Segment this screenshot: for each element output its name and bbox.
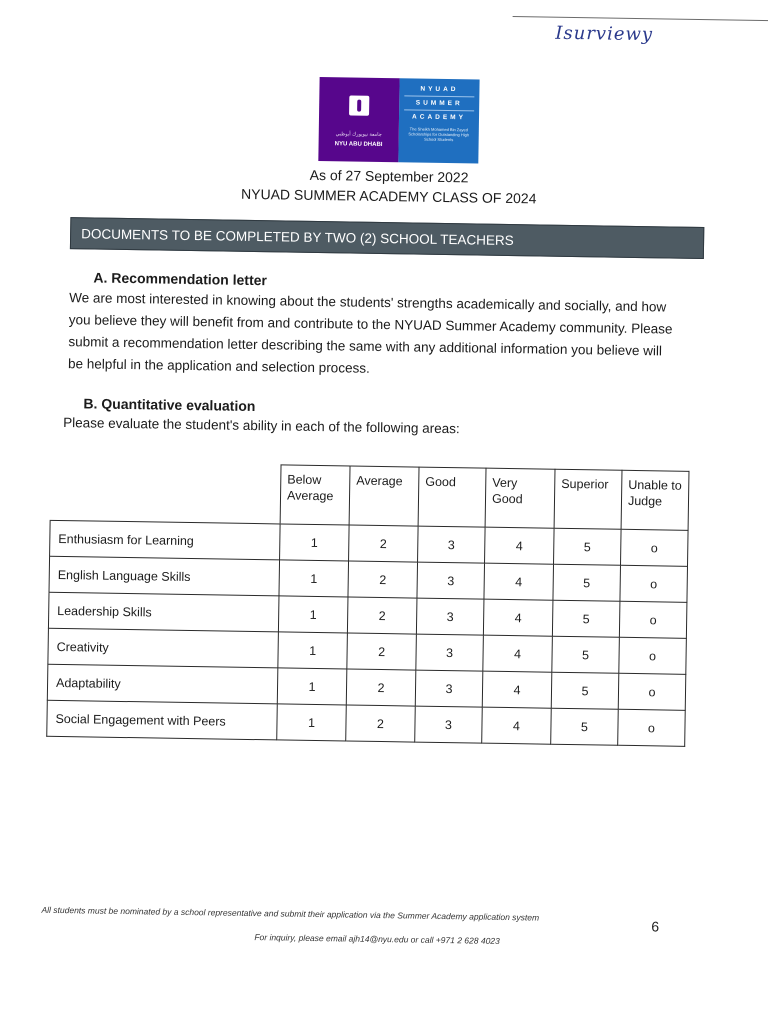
rating-option[interactable]: 3 bbox=[415, 670, 483, 707]
criterion-label: English Language Skills bbox=[49, 556, 280, 596]
logo-word-academy: ACADEMY bbox=[412, 113, 467, 122]
logo-word-summer: SUMMER bbox=[415, 99, 463, 108]
rating-option[interactable]: 1 bbox=[277, 668, 347, 705]
logo-university-name: NYU ABU DHABI bbox=[334, 141, 383, 148]
rating-option[interactable]: 4 bbox=[483, 635, 553, 672]
evaluation-table bbox=[46, 461, 689, 747]
rating-option[interactable]: 4 bbox=[485, 527, 555, 564]
logo-nyu-panel bbox=[318, 77, 399, 162]
rating-option[interactable]: 2 bbox=[348, 561, 418, 598]
handwritten-note: Isurviewy bbox=[555, 22, 654, 46]
rating-option[interactable]: 3 bbox=[416, 634, 484, 671]
rating-option[interactable]: o bbox=[618, 709, 686, 746]
rating-option[interactable]: o bbox=[620, 565, 688, 602]
rating-option[interactable]: 3 bbox=[418, 526, 486, 563]
rating-option[interactable]: 1 bbox=[279, 560, 349, 597]
rating-option[interactable]: 5 bbox=[551, 708, 619, 745]
rating-option[interactable]: 4 bbox=[483, 599, 553, 636]
column-header: Very Good bbox=[485, 468, 555, 528]
rating-option[interactable]: 5 bbox=[554, 528, 622, 565]
criterion-label: Creativity bbox=[48, 628, 279, 668]
top-rule bbox=[513, 16, 768, 21]
rating-option[interactable]: 1 bbox=[278, 596, 348, 633]
column-header: Good bbox=[418, 467, 486, 527]
logo-subtitle: The Sheikh Mohamed Bin Zayed Scholarships for Outstanding High School Students bbox=[408, 126, 470, 143]
class-of-title: NYUAD SUMMER ACADEMY CLASS OF 2024 bbox=[240, 185, 537, 207]
criterion-label: Leadership Skills bbox=[48, 592, 279, 632]
rating-option[interactable]: 2 bbox=[347, 633, 417, 670]
logo-divider bbox=[404, 95, 474, 97]
rating-option[interactable]: o bbox=[621, 529, 689, 566]
rating-option[interactable]: 4 bbox=[482, 707, 552, 744]
evaluation-table-body bbox=[47, 520, 688, 746]
quantitative-evaluation-heading: B. Quantitative evaluation bbox=[83, 395, 256, 415]
torch-icon bbox=[349, 95, 369, 115]
rating-option[interactable]: o bbox=[619, 601, 687, 638]
rating-option[interactable]: 2 bbox=[347, 597, 417, 634]
column-header: Unable to Judge bbox=[621, 470, 689, 530]
criterion-label: Enthusiasm for Learning bbox=[50, 520, 281, 560]
rating-option[interactable]: 1 bbox=[278, 632, 348, 669]
rating-option[interactable]: 5 bbox=[551, 672, 619, 709]
rating-option[interactable]: 1 bbox=[280, 524, 350, 561]
footer-contact: For inquiry, please email ajh14@nyu.edu or call +971 2 628 4023 bbox=[254, 932, 500, 946]
logo-word-nyuad: NYUAD bbox=[420, 85, 459, 94]
rating-option[interactable]: 5 bbox=[552, 636, 620, 673]
rating-option[interactable]: 4 bbox=[482, 671, 552, 708]
as-of-date: As of 27 September 2022 bbox=[309, 166, 469, 186]
criterion-label: Adaptability bbox=[47, 664, 278, 704]
column-header: Below Average bbox=[280, 465, 350, 525]
recommendation-letter-text: We are most interested in knowing about the students' strengths academically and socially, and how you believe they will benefit from and contribute to the NYUAD Summer Academy community. Please submit a recommendation letter describing the same with any additional information you believe will be helpful in the application and selection process. bbox=[67, 290, 673, 376]
recommendation-letter-heading: A. Recommendation letter bbox=[93, 269, 268, 289]
criterion-label: Social Engagement with Peers bbox=[47, 700, 278, 740]
logo-arabic-name: جامعة نيويورك أبوظبي bbox=[335, 131, 382, 138]
rating-option[interactable]: 2 bbox=[349, 525, 419, 562]
section-banner: DOCUMENTS TO BE COMPLETED BY TWO (2) SCHOOL TEACHERS bbox=[70, 217, 704, 259]
footer-nomination-note: All students must be nominated by a school representative and submit their application via the Summer Academy application system bbox=[41, 904, 540, 923]
rating-option[interactable]: 3 bbox=[415, 706, 483, 743]
table-header-row bbox=[50, 461, 689, 530]
rating-option[interactable]: 2 bbox=[346, 669, 416, 706]
rating-option[interactable]: 3 bbox=[417, 562, 485, 599]
rating-option[interactable]: 4 bbox=[484, 563, 554, 600]
rating-option[interactable]: 1 bbox=[277, 704, 347, 741]
rating-option[interactable]: 3 bbox=[416, 598, 484, 635]
table-corner-cell bbox=[50, 461, 281, 524]
rating-option[interactable]: 2 bbox=[346, 705, 416, 742]
logo-academy-panel bbox=[398, 78, 479, 163]
rating-option[interactable]: 5 bbox=[552, 600, 620, 637]
evaluation-instructions: Please evaluate the student's ability in each of the following areas: bbox=[63, 415, 460, 437]
page-number: 6 bbox=[651, 918, 660, 935]
rating-option[interactable]: o bbox=[619, 637, 687, 674]
rating-option[interactable]: 5 bbox=[553, 564, 621, 601]
nyuad-summer-academy-logo bbox=[318, 77, 479, 164]
logo-divider bbox=[404, 109, 474, 111]
rating-option[interactable]: o bbox=[618, 673, 686, 710]
column-header: Superior bbox=[554, 469, 622, 529]
column-header: Average bbox=[349, 466, 419, 526]
